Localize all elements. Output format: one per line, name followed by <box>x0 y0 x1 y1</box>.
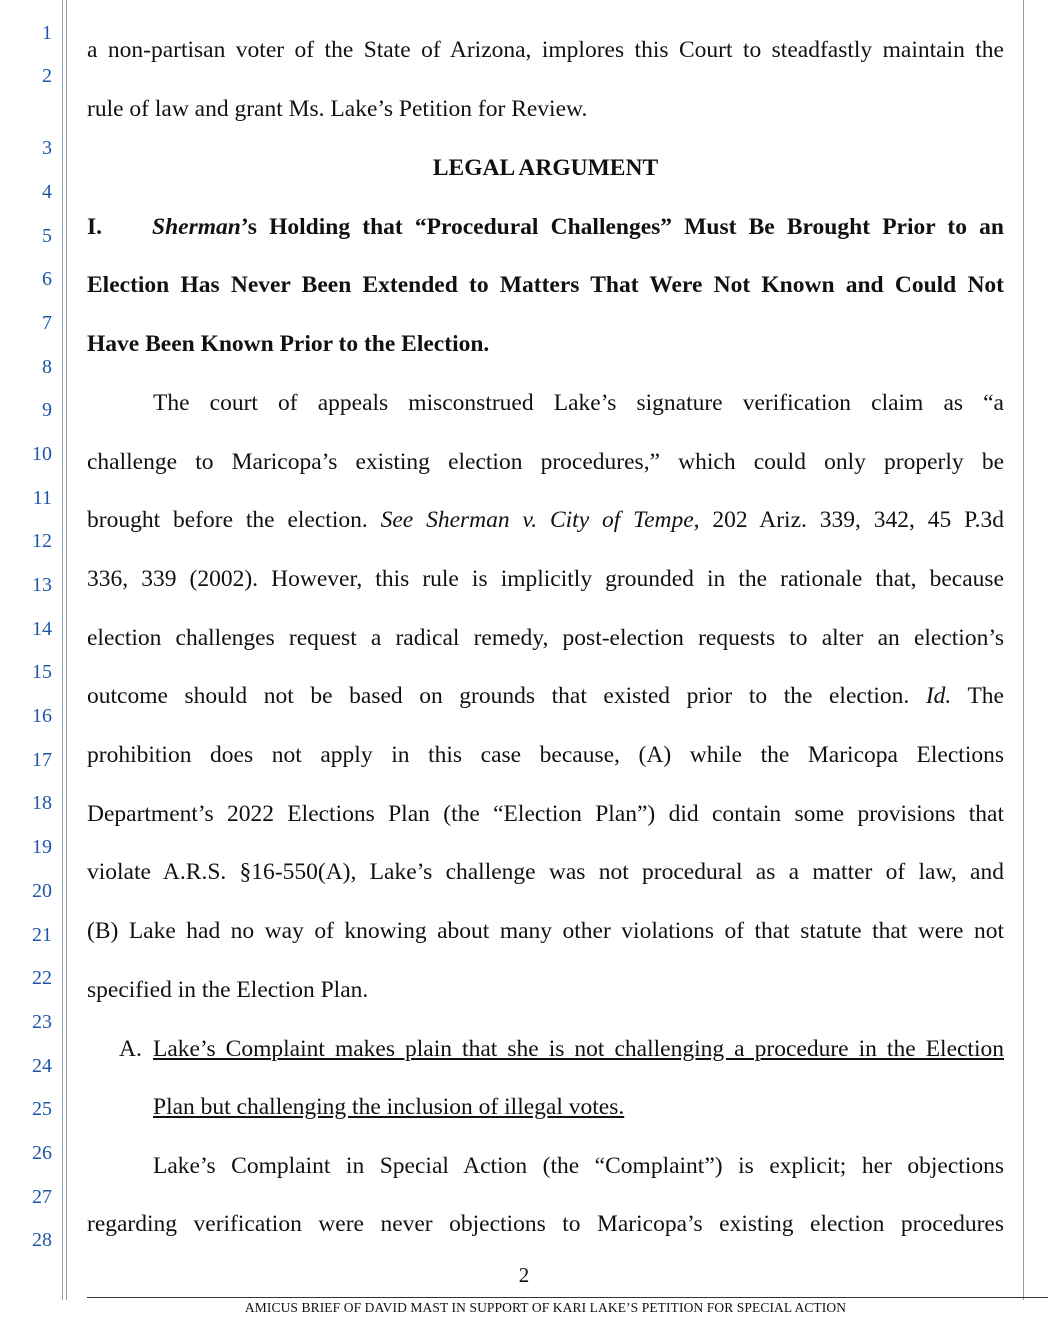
line-number: 11 <box>32 487 52 509</box>
line-number: 1 <box>42 22 52 44</box>
paragraph-line: 336, 339 (2002). However, this rule is implicitly grounded in the rationale that, because <box>87 566 1004 592</box>
line-number: 7 <box>42 312 52 334</box>
line-number: 17 <box>32 749 52 771</box>
right-margin-rule <box>1023 0 1024 1300</box>
line-number: 20 <box>32 880 52 902</box>
footer-rule <box>87 1297 1048 1298</box>
line-number: 15 <box>32 661 52 683</box>
line-number: 8 <box>42 356 52 378</box>
id-citation: Id. <box>925 683 952 709</box>
paragraph-line: violate A.R.S. §16-550(A), Lake’s challenge was not procedural as a matter of law, and <box>87 859 1004 885</box>
line-number: 2 <box>42 65 52 87</box>
line-number: 10 <box>32 443 52 465</box>
line-number: 5 <box>42 225 52 247</box>
line-number: 12 <box>32 530 52 552</box>
body-line: a non-partisan voter of the State of Arizona, implores this Court to steadfastly maintain the <box>87 37 1004 63</box>
paragraph-line <box>87 505 1004 535</box>
subsection-heading-line: Lake’s Complaint makes plain that she is not challenging a procedure in the Election <box>153 1036 1004 1062</box>
line-number: 9 <box>42 399 52 421</box>
paragraph-line: Department’s 2022 Elections Plan (the “Election Plan”) did contain some provisions that <box>87 801 1004 827</box>
text-span: The <box>951 683 1004 709</box>
line-number: 22 <box>32 967 52 989</box>
section-number: I. <box>87 214 103 240</box>
footer-caption: AMICUS BRIEF OF DAVID MAST IN SUPPORT OF KARI LAKE’S PETITION FOR SPECIAL ACTION <box>244 1300 847 1315</box>
subsection-letter: A. <box>119 1036 142 1062</box>
body-line: rule of law and grant Ms. Lake’s Petition for Review. <box>87 96 588 122</box>
section-title-line: Election Has Never Been Extended to Matters That Were Not Known and Could Not <box>87 272 1004 298</box>
line-number: 25 <box>32 1098 52 1120</box>
line-number: 23 <box>32 1011 52 1033</box>
paragraph-line: election challenges request a radical remedy, post-election requests to alter an election’s <box>87 625 1004 651</box>
section-heading: LEGAL ARGUMENT <box>432 155 659 181</box>
line-number: 14 <box>32 618 52 640</box>
line-number: 18 <box>32 792 52 814</box>
line-number: 16 <box>32 705 52 727</box>
line-number: 28 <box>32 1229 52 1251</box>
paragraph-line: prohibition does not apply in this case because, (A) while the Maricopa Elections <box>87 742 1004 768</box>
section-title-line <box>87 212 1004 242</box>
section-title-text: ’s Holding that “Procedural Challenges” Must Be Brought Prior to an <box>240 214 1004 240</box>
page-number: 2 <box>518 1263 530 1287</box>
line-number: 3 <box>42 137 52 159</box>
case-name: Sherman <box>152 214 241 240</box>
paragraph-line: regarding verification were never objections to Maricopa’s existing election procedures <box>87 1211 1004 1237</box>
line-number: 19 <box>32 836 52 858</box>
paragraph-line: specified in the Election Plan. <box>87 977 369 1003</box>
paragraph-line <box>87 681 1004 711</box>
case-citation: See Sherman v. City of Tempe <box>380 507 694 533</box>
text-span: brought before the election. <box>87 507 381 533</box>
paragraph-line: (B) Lake had no way of knowing about many other violations of that statute that were not <box>87 918 1004 944</box>
paragraph-line: Lake’s Complaint in Special Action (the “Complaint”) is explicit; her objections <box>153 1153 1004 1179</box>
line-number: 21 <box>32 924 52 946</box>
paragraph-line: The court of appeals misconstrued Lake’s signature verification claim as “a <box>153 390 1004 416</box>
line-number-column <box>0 0 60 1300</box>
section-title-line: Have Been Known Prior to the Election. <box>87 331 490 357</box>
left-margin-rule <box>62 0 63 1300</box>
line-number: 13 <box>32 574 52 596</box>
line-number: 24 <box>32 1055 52 1077</box>
text-span: outcome should not be based on grounds that existed prior to the election. <box>87 683 926 709</box>
left-margin-rule-inner <box>66 0 67 1300</box>
line-number: 26 <box>32 1142 52 1164</box>
line-number: 27 <box>32 1186 52 1208</box>
paragraph-line: challenge to Maricopa’s existing election procedures,” which could only properly be <box>87 449 1004 475</box>
line-number: 6 <box>42 268 52 290</box>
line-number: 4 <box>42 181 52 203</box>
text-span: , 202 Ariz. 339, 342, 45 P.3d <box>693 507 1004 533</box>
subsection-heading-line: Plan but challenging the inclusion of illegal votes. <box>153 1094 625 1120</box>
